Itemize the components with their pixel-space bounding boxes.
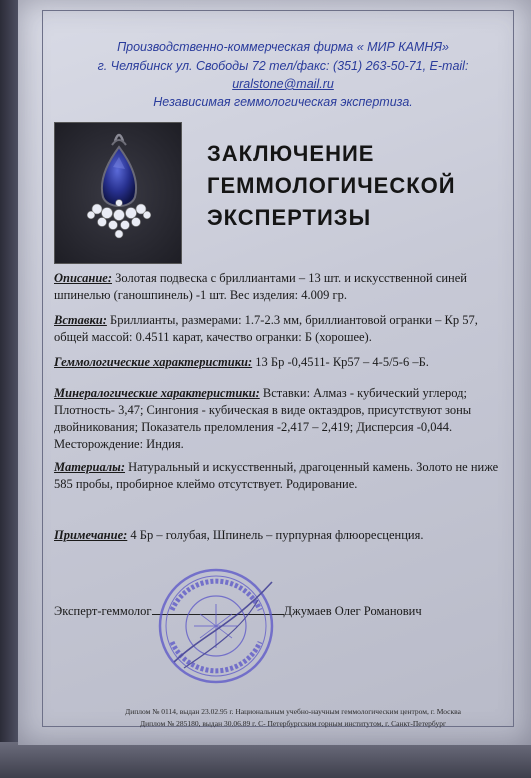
- mineral-characteristics-text: Вставки: Алмаз - кубический углерод; Плотность- 3,47; Сингония - кубическая в виде октаэдров, присутствуют зоны двойникования; Показатель преломления -2,417 – 2,419; Дисперсия -0,044. Месторождение: Индия.: [54, 386, 472, 451]
- gem-characteristics-section: [54, 354, 514, 371]
- certificate-sheet: [18, 0, 531, 745]
- company-email: uralstone@mail.ru: [232, 77, 334, 91]
- mineral-characteristics-section: [54, 385, 514, 453]
- background-bottom: [0, 742, 531, 778]
- company-name: Производственно-коммерческая фирма « МИР КАМНЯ»: [117, 40, 449, 54]
- mineral-characteristics-label: Минералогические характеристики:: [54, 386, 260, 400]
- round-stamp: [154, 564, 278, 688]
- company-service: Независимая геммологическая экспертиза.: [153, 95, 413, 109]
- inserts-label: Вставки:: [54, 313, 107, 327]
- expert-role: Эксперт-геммолог: [54, 604, 152, 618]
- description-label: Описание:: [54, 271, 113, 285]
- company-address: г. Челябинск ул. Свободы 72 тел/факс: (351) 263-50-71, E-mail:: [97, 59, 469, 73]
- footer-diploma-1: Диплом № 0114, выдан 23.02.95 г. Национальным учебно-научным геммологическим центром, г. Москва: [125, 707, 461, 716]
- materials-section: [54, 459, 514, 493]
- materials-label: Материалы:: [54, 460, 125, 474]
- gem-characteristics-text: 13 Бр -0,4511- Кр57 – 4-5/5-6 –Б.: [252, 355, 429, 369]
- inserts-text: Бриллианты, размерами: 1.7-2.3 мм, бриллиантовой огранки – Кр 57, общей массой: 0.4511 карат, качество огранки: Б (хорошее).: [54, 313, 478, 344]
- note-section: [54, 527, 514, 544]
- note-label: Примечание:: [54, 528, 128, 542]
- description-section: [54, 270, 514, 304]
- description-text: Золотая подвеска с бриллиантами – 13 шт. и искусственной синей шпинелью (ганошпинель) -1 шт. Вес изделия: 4.009 гр.: [54, 271, 467, 302]
- footer-diploma-2: Диплом № 285180, выдан 30.06.89 г. С- Петербургским горным институтом, г. Санкт-Петербург: [139, 719, 447, 728]
- title-line-3: ЭКСПЕРТИЗЫ: [207, 205, 372, 230]
- materials-text: Натуральный и искусственный, драгоценный камень. Золото не ниже 585 пробы, пробирное клеймо отсутствует. Родирование.: [54, 460, 499, 491]
- note-text: 4 Бр – голубая, Шпинель – пурпурная флюоресценция.: [127, 528, 424, 542]
- gem-characteristics-label: Геммологические характеристики:: [54, 355, 253, 369]
- expert-name: Джумаев Олег Романович: [283, 604, 422, 618]
- pendant-image: [55, 123, 181, 263]
- pendant-photo: [54, 122, 182, 264]
- expert-signature-line: [54, 604, 514, 619]
- inserts-section: [54, 312, 514, 346]
- title-line-1: ЗАКЛЮЧЕНИЕ: [207, 141, 375, 166]
- title-line-2: ГЕММОЛОГИЧЕСКОЙ: [207, 173, 456, 198]
